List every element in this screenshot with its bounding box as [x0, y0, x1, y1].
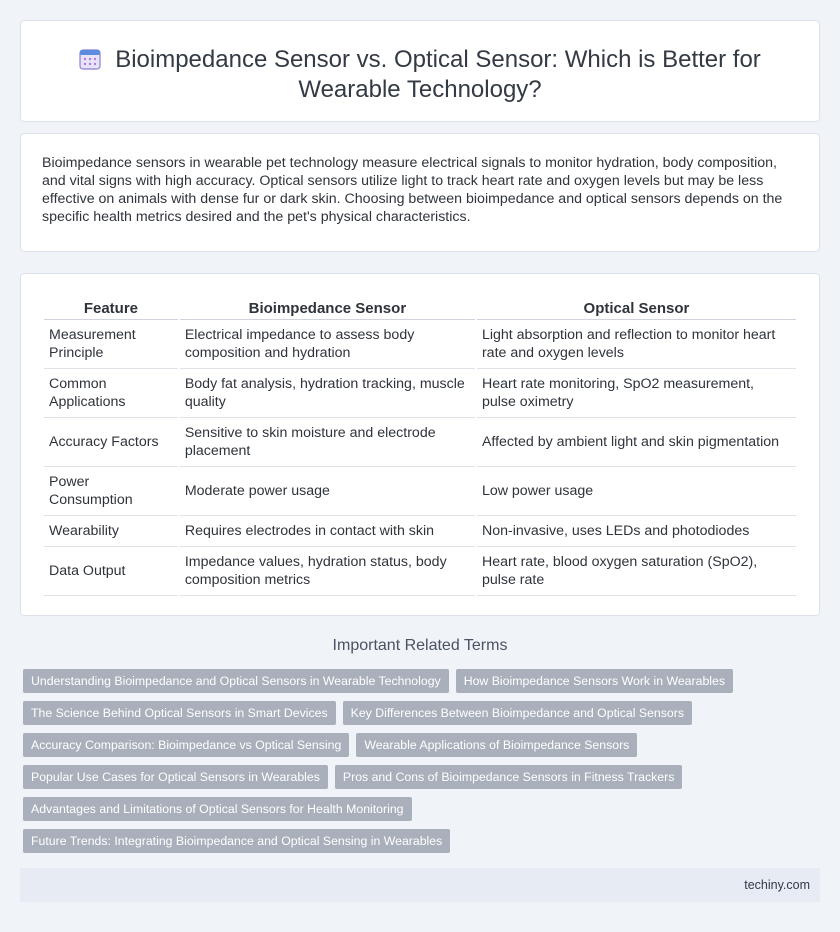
- feature-cell: Accuracy Factors: [44, 418, 178, 467]
- bioimpedance-cell: Moderate power usage: [180, 467, 475, 516]
- related-term-link[interactable]: Wearable Applications of Bioimpedance Sensors: [356, 733, 637, 757]
- bioimpedance-cell: Sensitive to skin moisture and electrode placement: [180, 418, 475, 467]
- table-header-row: [44, 296, 796, 320]
- comparison-table: [42, 296, 798, 596]
- header-optical: Optical Sensor: [477, 296, 796, 320]
- calendar-icon: [79, 48, 101, 70]
- feature-cell: Common Applications: [44, 369, 178, 418]
- title-card: [20, 20, 820, 122]
- related-term-link[interactable]: Popular Use Cases for Optical Sensors in Wearables: [23, 765, 328, 789]
- table-row: [44, 369, 796, 418]
- comparison-card: [20, 273, 820, 616]
- related-term-link[interactable]: Advantages and Limitations of Optical Sensors for Health Monitoring: [23, 797, 412, 821]
- optical-cell: Low power usage: [477, 467, 796, 516]
- bioimpedance-cell: Body fat analysis, hydration tracking, muscle quality: [180, 369, 475, 418]
- table-row: [44, 467, 796, 516]
- related-terms-list: [23, 669, 823, 861]
- feature-cell: Wearability: [44, 516, 178, 547]
- feature-cell: Measurement Principle: [44, 320, 178, 369]
- footer: [20, 868, 820, 902]
- table-row: [44, 320, 796, 369]
- related-term-link[interactable]: How Bioimpedance Sensors Work in Wearables: [456, 669, 733, 693]
- table-row: [44, 516, 796, 547]
- intro-card: [20, 133, 820, 252]
- related-term-link[interactable]: Accuracy Comparison: Bioimpedance vs Optical Sensing: [23, 733, 349, 757]
- bioimpedance-cell: Impedance values, hydration status, body composition metrics: [180, 547, 475, 596]
- bioimpedance-cell: Requires electrodes in contact with skin: [180, 516, 475, 547]
- footer-site-name[interactable]: techiny.com: [744, 878, 810, 892]
- title-text: Bioimpedance Sensor vs. Optical Sensor: Which is Better for Wearable Technology?: [115, 46, 761, 103]
- intro-paragraph: Bioimpedance sensors in wearable pet technology measure electrical signals to monitor hydration, body composition, and vital signs with high accuracy. Optical sensors utilize light to track heart rate and oxygen levels but may be less effective on animals with dense fur or dark skin. Choosing between bioimpedance and optical sensors depends on the specific health metrics desired and the pet's physical characteristics.: [42, 155, 783, 225]
- feature-cell: Power Consumption: [44, 467, 178, 516]
- optical-cell: Heart rate monitoring, SpO2 measurement, pulse oximetry: [477, 369, 796, 418]
- related-term-link[interactable]: Key Differences Between Bioimpedance and Optical Sensors: [343, 701, 692, 725]
- table-row: [44, 547, 796, 596]
- optical-cell: Non-invasive, uses LEDs and photodiodes: [477, 516, 796, 547]
- page-title: [21, 45, 819, 105]
- optical-cell: Affected by ambient light and skin pigmentation: [477, 418, 796, 467]
- optical-cell: Light absorption and reflection to monitor heart rate and oxygen levels: [477, 320, 796, 369]
- related-term-link[interactable]: Pros and Cons of Bioimpedance Sensors in Fitness Trackers: [335, 765, 683, 789]
- table-row: [44, 418, 796, 467]
- related-term-link[interactable]: Understanding Bioimpedance and Optical Sensors in Wearable Technology: [23, 669, 449, 693]
- optical-cell: Heart rate, blood oxygen saturation (SpO2), pulse rate: [477, 547, 796, 596]
- related-term-link[interactable]: The Science Behind Optical Sensors in Smart Devices: [23, 701, 336, 725]
- related-terms-heading: Important Related Terms: [332, 637, 508, 654]
- header-feature: Feature: [44, 296, 178, 320]
- feature-cell: Data Output: [44, 547, 178, 596]
- header-bioimpedance: Bioimpedance Sensor: [180, 296, 475, 320]
- related-term-link[interactable]: Future Trends: Integrating Bioimpedance and Optical Sensing in Wearables: [23, 829, 450, 853]
- bioimpedance-cell: Electrical impedance to assess body composition and hydration: [180, 320, 475, 369]
